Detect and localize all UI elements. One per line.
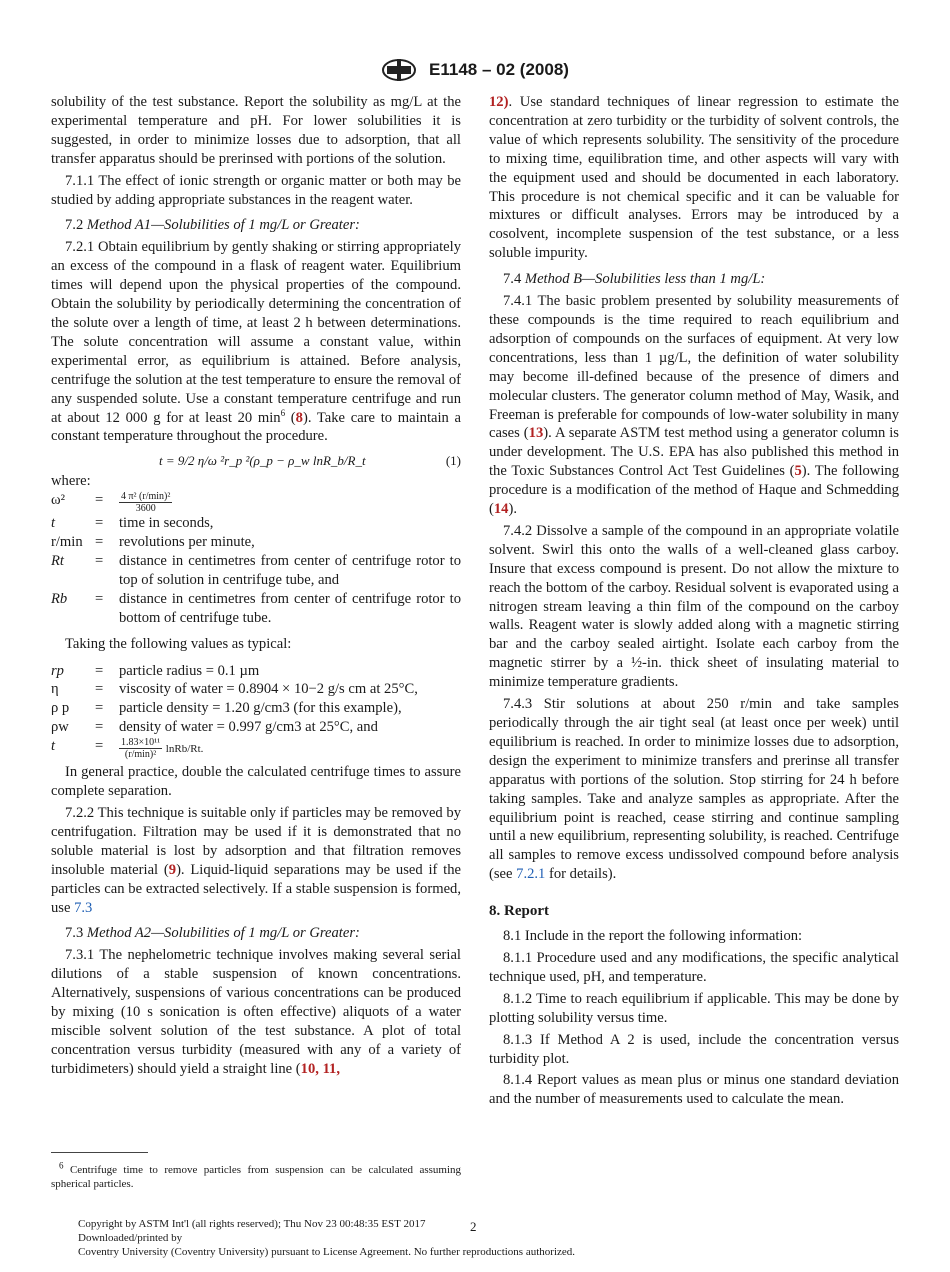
equation-number: (1) <box>445 453 461 469</box>
paragraph-text: for details). <box>545 866 617 883</box>
citation-link[interactable]: 5 <box>794 463 802 480</box>
footnote-mark: 6 <box>59 1160 64 1171</box>
where-label: where: <box>51 473 91 490</box>
copyright-notice <box>78 1217 678 1259</box>
section-title: Method B—Solubilities less than 1 mg/L: <box>524 271 766 288</box>
paragraph-text: ). <box>508 501 517 518</box>
paragraph-text: 7.4.3 Stir solutions at about 250 r/min and take samples periodically through the air tight seal (at least once per week) until equilibrium is reached. In order to minimize losses due to adsorption, design the experiment to minimize transfers and prerinse all transfer apparatus with portions of the solution. Stop stirring for 24 h before taking samples. Take and analyze samples as appropriate. After the equilibrium point is reached, cease stirring and continue sampling until a new equilibrium, representing solubility, is reached. Centrifuge all samples to remove excess undissolved compound before analysis (see <box>489 696 899 883</box>
fraction <box>119 737 162 760</box>
typical-values-intro: Taking the following values as typical: <box>65 635 292 652</box>
definition-symbol: Rb <box>51 590 68 607</box>
paragraph-text: 7.2.2 This technique is suitable only if particles may be removed by centrifugation. Filtration may be used if it is demonstrated that no soluble material is lost by adsorption and that filtration removes insoluble material ( <box>51 805 461 878</box>
citation-link[interactable]: 12) <box>489 94 509 110</box>
paragraph-7-1-1: 7.1.1 The effect of ionic strength or organic matter or both may be studied by adding appropriate substances in the reagent water. <box>51 172 461 208</box>
definition-row <box>51 491 461 514</box>
definition-equals: = <box>95 553 104 570</box>
paragraph-7-2-2 <box>51 804 461 917</box>
definition-equals: = <box>95 515 104 532</box>
equation-formula: t = 9/2 η/ω ²r_p ²(ρ_p − ρ_w lnR_b/R_t <box>159 453 366 469</box>
paragraph-text: 7.2.1 Obtain equilibrium by gently shaking or stirring appropriately an excess of the compound in a flask of reagent water. Equilibrium times will depend upon the physical properties of the compound. Obtain the solubility by periodically determining the concentration of the solute over a length of time, at least 2 h between determinations. The solute concentration will assume a constant value, within experimental error, as equilibrium is attained. Before analysis, centrifuge the solution at the test temperature to ensure the removal of any suspended solute. Use a constant temperature centrifuge and run at about 12 000 g for at least 20 min <box>51 239 461 426</box>
definition-equals: = <box>95 590 104 607</box>
value-row <box>51 662 461 681</box>
paragraph-general-practice: In general practice, double the calculated centrifuge times to assure complete separation. <box>51 764 461 800</box>
download-line: Downloaded/printed by <box>78 1232 183 1244</box>
fraction-denominator: 3600 <box>135 503 156 515</box>
paragraph-text: . Use standard techniques of linear regression to estimate the concentration at zero turbidity or the turbidity of solvent controls, the value of which represents solubility. The sensitivity of the procedure to mixing time, equilibration time, and other aspects will vary with the equipment used and should be documented in each laboratory. This procedure is not chemical specific and it can be valuable for mixtures or difficult analyses. Errors may be introduced by a cosolvent, incomplete suspension of the test substance, or a less soluble impurity. <box>489 94 899 262</box>
paragraph-7-2-1: 7.2.1 Obtain equilibrium by gently shaking or stirring appropriately an excess of the compound in a flask of reagent water. Equilibrium times will depend upon the physical properties of the compound. Obtain the solubility by periodically determining the concentration of the solute over a length of time, at least 2 h between determinations. The solute concentration will assume a constant value, within experimental error, as equilibrium is attained. Before analysis, centrifuge the solution at the test temperature to ensure the removal of any suspended solute. Use a constant temperature centrifuge and run at about 12 000 g for at least 20 $\min^6 (8)$. Take care to maintain a constant temperature throughout the procedure. <box>51 239 461 445</box>
left-column <box>51 93 461 1079</box>
definition-symbol: r/min <box>51 534 83 551</box>
definition-equals: = <box>95 492 104 509</box>
footnote <box>51 1160 462 1191</box>
definition-row <box>51 590 461 628</box>
paragraph-text: ). Liquid-liquid separations may be used if the particles can be extracted selectively. If a stable suspension is formed, use <box>51 861 461 916</box>
value-symbol: rp <box>51 662 64 679</box>
definition-text: distance in centimetres from center of centrifuge rotor to bottom of centrifuge tube. <box>119 590 461 626</box>
definition-equals: = <box>95 534 104 551</box>
paragraph-text: ). The following procedure is a modification of the method of Haque and Schmedding ( <box>489 463 899 518</box>
section-number: 7.4 <box>503 271 522 288</box>
value-text: density of water = 0.997 g/cm3 at 25°C, and <box>119 719 378 736</box>
footnote-reference[interactable]: 6 <box>280 407 286 418</box>
section-link[interactable]: 7.3 <box>74 899 93 916</box>
definition-text: revolutions per minute, <box>119 534 255 551</box>
paragraph-7-4-3 <box>489 695 899 884</box>
equation-1 <box>51 448 461 472</box>
section-heading-7-3 <box>51 924 461 943</box>
section-heading-7-4 <box>489 270 899 289</box>
fraction-denominator: (r/min)² <box>124 749 157 761</box>
paragraph-text: ). A separate ASTM test method using a generator column is under development. The U.S. EPA has also published this method in the Toxic Substances Control Act Test Guidelines ( <box>489 425 899 480</box>
value-row <box>51 699 461 718</box>
section-heading-7-2 <box>51 216 461 235</box>
paragraph-7-4-1 <box>489 292 899 519</box>
definition-symbol: t <box>51 515 56 532</box>
value-equals: = <box>95 719 104 736</box>
standard-designation: E1148 – 02 (2008) <box>429 60 569 79</box>
fraction-tail: lnRb/Rt. <box>165 743 204 756</box>
paragraph-7-4-2: 7.4.2 Dissolve a sample of the compound in an appropriate volatile solvent. Swirl this onto the walls of a well-cleaned glass carboy. Insure that excess compound is present. Do not allow the mixture to reach the bottom of the carboy. Residual solvent is evaporated using a nitrogen stream leaving a thin film of the compound on the carboy walls. Reagent water is slowly added along with a magnetic stirring bar and the carboy sealed airtight. Isolate each carboy from the magnetic stirrer by a ½-in. thick sheet of insulating material to minimize temperature gradients. <box>489 522 899 691</box>
value-equals: = <box>95 700 104 717</box>
value-symbol: η <box>51 681 59 698</box>
value-equals: = <box>95 738 104 755</box>
definition-text: time in seconds, <box>119 515 214 532</box>
value-text: particle density = 1.20 g/cm3 (for this example), <box>119 700 402 717</box>
section-link[interactable]: 7.2.1 <box>516 866 546 883</box>
section-number: 7.3 <box>65 925 84 942</box>
value-symbol: t <box>51 738 56 755</box>
copyright-line: Copyright by ASTM Int'l (all rights reserved); Thu Nov 23 00:48:35 EST 2017 <box>78 1218 426 1230</box>
license-line: Coventry University (Coventry University) pursuant to License Agreement. No further reproductions authorized. <box>78 1246 576 1258</box>
section-heading-8: 8. Report <box>489 903 549 920</box>
value-equals: = <box>95 681 104 698</box>
paragraph-text: 7.3.1 The nephelometric technique involves making several serial dilutions of a stable suspension of known concentrations. Alternatively, suspensions of various concentrations can be produced by mixing (10 s sonication is often effective) aliquots of a water miscible solvent solution of the test substance. A plot of total concentration versus turbidity (measured with any of a variety of turbidimeters) should yield a straight line ( <box>51 947 461 1077</box>
footnote-text: Centrifuge time to remove particles from suspension can be calculated assuming spherical particles. <box>51 1164 462 1190</box>
definition-row <box>51 514 461 533</box>
value-row <box>51 737 461 760</box>
fraction-numerator: 4 π² (r/min)² <box>121 491 171 503</box>
paragraph-text: . Take care to maintain a constant temperature throughout the procedure. <box>51 409 461 445</box>
value-text: viscosity of water = 0.8904 × 10−2 g/s cm at 25°C, <box>119 681 418 698</box>
definition-value <box>119 491 461 514</box>
definition-text: distance in centimetres from center of centrifuge rotor to top of solution in centrifuge tube, and <box>119 553 461 588</box>
paragraph-8-1-4: 8.1.4 Report values as mean plus or minus one standard deviation and the number of measurements used to calculate the mean. <box>489 1072 899 1108</box>
value-equals: = <box>95 662 104 679</box>
value-row <box>51 680 461 699</box>
paragraph-continuation: solubility of the test substance. Report the solubility as mg/L at the experimental temperature and pH. For lower solubilities it is suggested, in order to minimize losses due to adsorption, that all transfer apparatus should be prerinsed with portions of the solution. <box>51 94 461 167</box>
fraction <box>119 491 172 514</box>
value-symbol: ρ p <box>51 700 70 717</box>
typical-values <box>51 662 461 761</box>
citation-link[interactable]: 10, 11, <box>300 1060 340 1077</box>
paragraph-7-3-1 <box>51 946 461 1078</box>
citation-link[interactable]: 9 <box>168 861 177 878</box>
paragraph-8-1-2: 8.1.2 Time to reach equilibrium if applicable. This may be done by plotting solubility versus time. <box>489 990 899 1026</box>
fraction-numerator: 1.83×10¹¹ <box>121 737 161 749</box>
right-column <box>489 93 899 1109</box>
paragraph-8-1-3: 8.1.3 If Method A 2 is used, include the concentration versus turbidity plot. <box>489 1031 899 1067</box>
astm-logo-icon <box>381 58 417 82</box>
paragraph-8-1-1: 8.1.1 Procedure used and any modifications, the specific analytical technique used, pH, and temperature. <box>489 949 899 985</box>
variable-definitions <box>51 491 461 627</box>
value-text: particle radius = 0.1 µm <box>119 662 260 679</box>
paragraph-8-1: 8.1 Include in the report the following information: <box>503 928 803 945</box>
paragraph-7-3-1-continued <box>489 93 899 263</box>
section-number: 7.2 <box>65 217 84 234</box>
value-row <box>51 718 461 737</box>
value-symbol: ρw <box>51 719 69 736</box>
definition-symbol: Rt <box>51 553 64 570</box>
definition-row <box>51 533 461 552</box>
paragraph-text: 7.4.1 The basic problem presented by solubility measurements of these compounds is the time required to reach equilibrium and adsorption of compounds on the surfaces of equipment. At very low concentrations, less than 1 µg/L, the definition of water solubility may become ill-defined because of the presence of dimers and molecular clusters. The generator column method of May, Wasik, and Freeman is preferable for compounds of low-water solubility in many cases ( <box>489 293 899 442</box>
citation-link[interactable]: 8 <box>295 409 303 426</box>
page-header <box>0 58 950 82</box>
definition-row <box>51 552 461 590</box>
citation-link[interactable]: 13 <box>528 425 544 442</box>
section-title: Method A2—Solubilities of 1 mg/L or Greater: <box>86 925 360 942</box>
section-title: Method A1—Solubilities of 1 mg/L or Greater: <box>86 217 360 234</box>
page-number: 2 <box>470 1219 477 1234</box>
value-text <box>119 737 461 760</box>
citation-link[interactable]: 14 <box>493 501 509 518</box>
definition-symbol: ω² <box>51 492 65 509</box>
footnote-divider <box>51 1152 148 1153</box>
